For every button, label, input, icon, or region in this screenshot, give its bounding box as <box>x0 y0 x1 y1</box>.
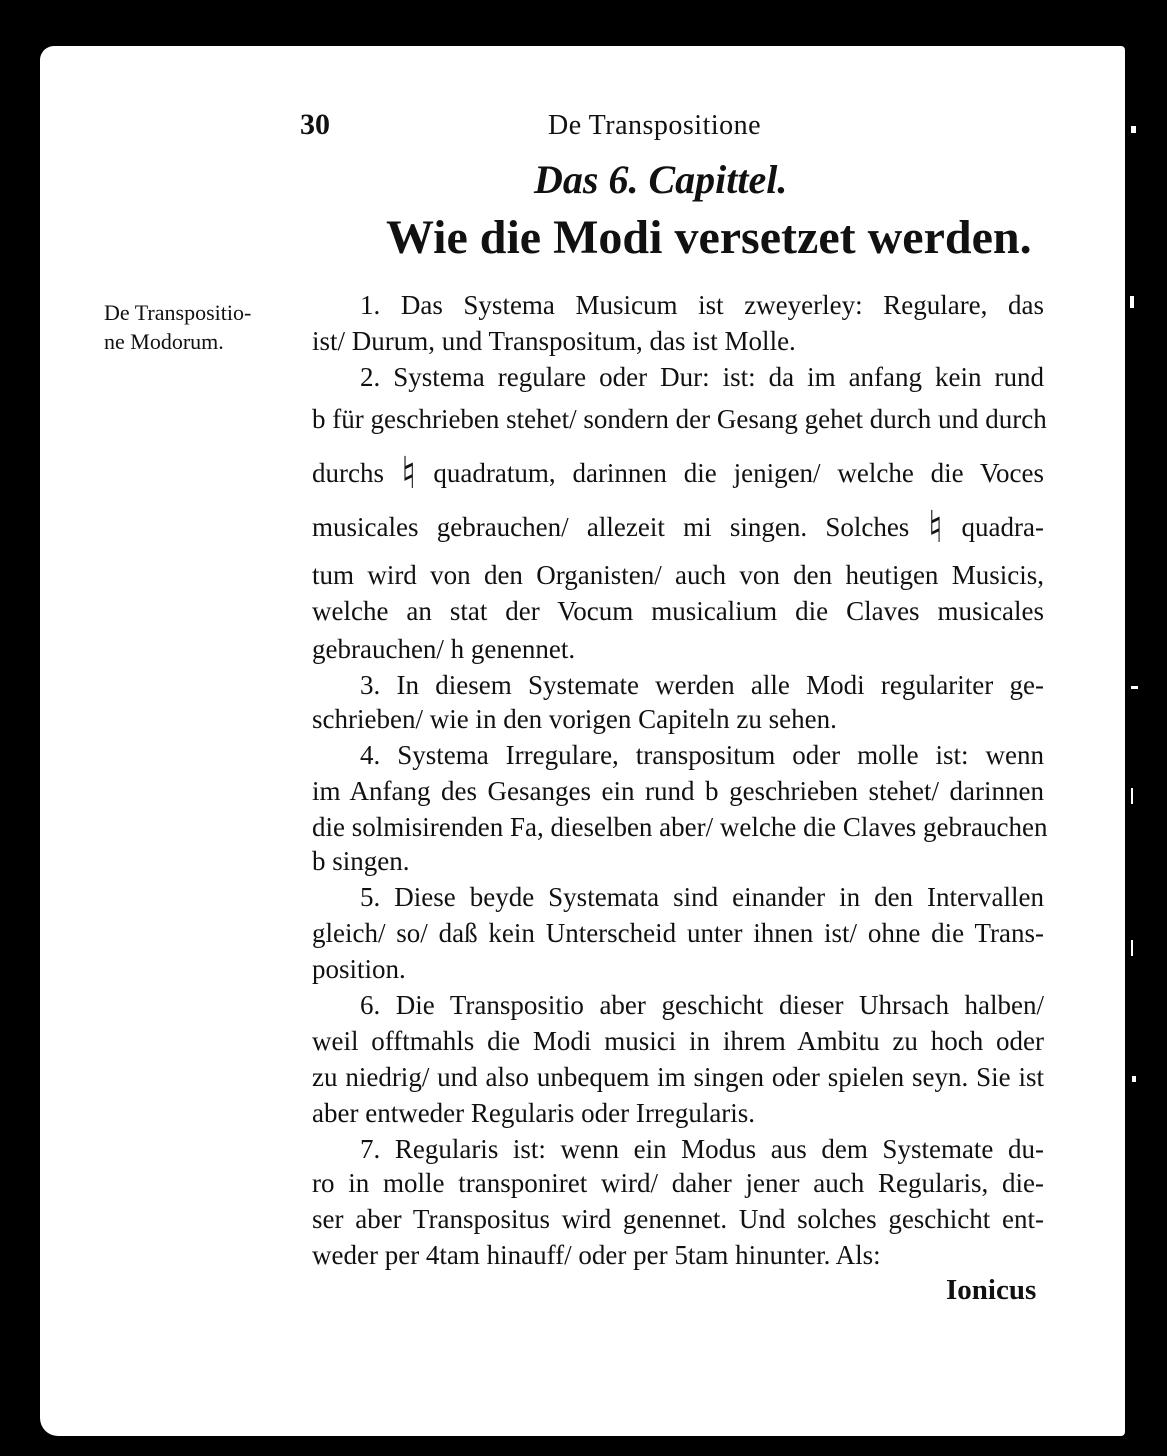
text-fragment: musicales gebrauchen/ allezeit mi singen. Solches <box>312 512 910 542</box>
text-fragment: quadra- <box>961 512 1044 542</box>
text-line: weder per 4tam hinauff/ oder per 5tam hinunter. Als: <box>312 1240 881 1270</box>
chapter-title: Wie die Modi versetzet werden. <box>386 211 1032 264</box>
scan-artifact <box>1131 126 1136 133</box>
text-line: 6. Die Transpositio aber geschicht dieser Uhrsach halben/ <box>360 990 1044 1020</box>
text-line: weil offtmahls die Modi musici in ihrem Ambitu zu hoch oder <box>312 1026 1044 1056</box>
text-line: ist/ Durum, und Transpositum, das ist Molle. <box>312 326 796 356</box>
text-line: position. <box>312 954 406 984</box>
text-line: 5. Diese beyde Systemata sind einander in den Intervallen <box>360 882 1044 912</box>
running-head: De Transpositione <box>548 110 762 141</box>
catchword: Ionicus <box>946 1274 1037 1306</box>
text-line <box>312 449 1045 498</box>
text-line: 1. Das Systema Musicum ist zweyerley: Regulare, das <box>360 290 1044 320</box>
page-number: 30 <box>300 108 330 141</box>
text-line: die solmisirenden Fa, dieselben aber/ welche die Claves gebrauchen <box>312 812 1048 842</box>
text-line: gleich/ so/ daß kein Unterscheid unter ihnen ist/ ohne die Trans- <box>312 918 1044 948</box>
margin-note-line: De Transpositio- <box>104 300 252 325</box>
text-line: ser aber Transpositus wird genennet. Und solches geschicht ent- <box>312 1204 1044 1234</box>
text-line: gebrauchen/ h genennet. <box>312 634 576 664</box>
text-line: schrieben/ wie in den vorigen Capiteln zu sehen. <box>312 704 837 734</box>
scan-artifact <box>1131 788 1133 804</box>
text-line <box>312 503 1044 552</box>
scan-artifact <box>1132 1076 1136 1082</box>
text-line: 2. Systema regulare oder Dur: ist: da im anfang kein rund <box>360 362 1044 392</box>
chapter-heading: Das 6. Capittel. <box>534 157 788 202</box>
scan-artifact <box>1130 296 1134 308</box>
margin-note-line: ne Modorum. <box>104 329 224 354</box>
b-quadratum-symbol: ♮ <box>927 503 944 552</box>
text-fragment: quadratum, darinnen die jenigen/ welche die Voces <box>433 458 1045 488</box>
text-line: ro in molle transponiret wird/ daher jener auch Regularis, die- <box>312 1168 1044 1198</box>
text-line: b für geschrieben stehet/ sondern der Gesang gehet durch und durch <box>312 404 1047 434</box>
text-line: zu niedrig/ und also unbequem im singen oder spielen seyn. Sie ist <box>312 1062 1044 1092</box>
scan-artifact <box>1131 940 1133 956</box>
text-line: aber entweder Regularis oder Irregularis. <box>312 1098 756 1128</box>
text-line: 3. In diesem Systemate werden alle Modi regulariter ge- <box>360 670 1044 700</box>
text-line: im Anfang des Gesanges ein rund b geschrieben stehet/ darinnen <box>312 776 1044 806</box>
text-line: 7. Regularis ist: wenn ein Modus aus dem Systemate du- <box>360 1134 1044 1164</box>
text-fragment: durchs <box>312 458 384 488</box>
text-line: tum wird von den Organisten/ auch von den heutigen Musicis, <box>312 560 1044 590</box>
text-line: b singen. <box>312 846 410 876</box>
b-quadratum-symbol: ♮ <box>400 449 417 498</box>
text-line: welche an stat der Vocum musicalium die Claves musicales <box>312 596 1044 626</box>
text-line: 4. Systema Irregulare, transpositum oder molle ist: wenn <box>360 740 1044 770</box>
margin-note <box>104 298 314 356</box>
scan-artifact <box>1131 686 1138 689</box>
